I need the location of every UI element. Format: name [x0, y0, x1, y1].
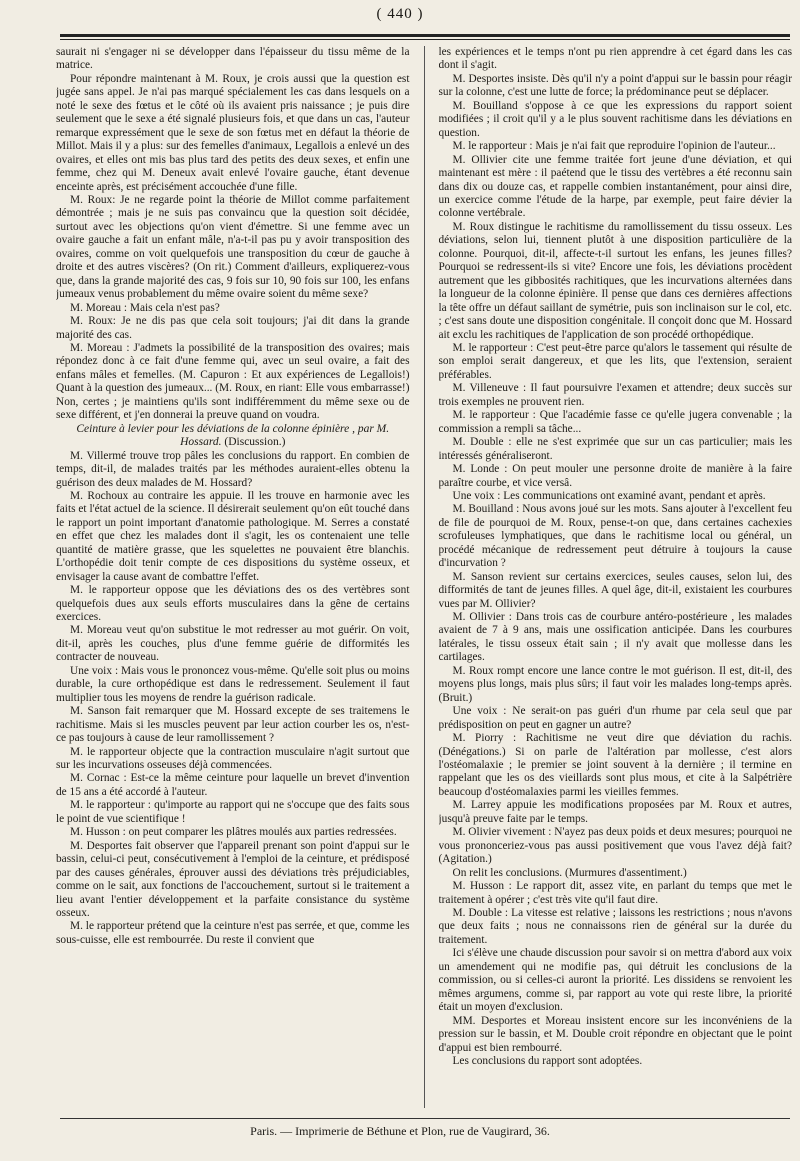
paragraph: MM. Desportes et Moreau insistent encore sur les inconvéniens de la pression sur le bassin, et M. Double croit répondre en objectant que le point d'appui est bien rembourré. — [438, 1014, 792, 1054]
column-divider — [424, 46, 425, 1108]
paragraph: Pour répondre maintenant à M. Roux, je crois aussi que la question est jugée sans appel. Je n'ai pas marqué spécialement les cas dans lesquels on a noté le sexe des fœtus et le côté où ils avaient pris naissance ; je puis dire seulement que le sexe a été signalé plusieurs fois, et que dans un cas, l'auteur remarque expressément que le sexe de son fœtus met en défaut la théorie de Millot. Mais il y a plus: sur des femelles d'animaux, Legallois a enlevé un des ovaires, et elles ont mis bas plus tard des petits des deux sexes, et enfin une femme, chez qui M. Deneux avait enlevé l'ovaire gauche, étant devenue enceinte après, est précisément accouchée d'une fille. — [56, 72, 410, 193]
paragraph: M. le rapporteur : C'est peut-être parce qu'alors le tassement qui résulte de son emploi serait dangereux, et que les lits, que l'extension, seraient préférables. — [438, 341, 792, 381]
paragraph: M. Roux rompt encore une lance contre le mot guérison. Il est, dit-il, des moyens plus longs, mais plus sûrs; il faut voir les malades long-temps après. (Bruit.) — [438, 664, 792, 704]
paragraph: M. Husson : Le rapport dit, assez vite, en parlant du temps que met le traitement à opérer ; c'est très vite qu'il faut dire. — [438, 880, 792, 906]
right-column — [439, 46, 793, 1108]
paragraph: M. le rapporteur objecte que la contraction musculaire n'agit surtout que sur les incurvations osseuses déjà commencées. — [56, 745, 410, 772]
paragraph: Une voix : Mais vous le prononcez vous-même. Qu'elle soit plus ou moins durable, la cure orthopédique est dans le redressement. Seulement il faut multiplier tous les moyens de rendre la guérison radicale. — [56, 664, 410, 704]
paragraph: M. Moreau veut qu'on substitue le mot redresser au mot guérir. On voit, dit-il, après les couches, plus d'une femme guérie de difformités les contracter de nouveau. — [56, 624, 410, 664]
paragraph: M. Double : La vitesse est relative ; laissons les restrictions ; nous n'avons que deux faits ; nous ne connaissons rien de général sur la durée du traitement. — [438, 907, 792, 946]
paragraph: M. Moreau : J'admets la possibilité de la transposition des ovaires; mais répondez donc à ce fait d'une femme qui, avec un seul ovaire, a fait des enfans mâles et femelles. (M. Capuron : Et aux expériences de Legallois!) Quant à la question des jumeaux... (M. Roux, en riant: Elle vous embarrasse!) Non, certes ; je maintiens qu'ils sont indifféremment du même sexe ou de sexe différent, et j'en donnerai la preuve quand on voudra. — [56, 341, 410, 422]
paragraph: M. Ollivier cite une femme traitée fort jeune d'une déviation, et qui maintenant est mère : il paétend que le tissu des vertèbres a été reconnu sain dans dix ou douze cas, et rappelle combien instantanément, pour ainsi dire, un exercice comme l'étude de la harpe, par exemple, peut faire dévier la colonne vertébrale. — [438, 153, 792, 220]
text-columns — [56, 46, 792, 1108]
paragraph: les expériences et le temps n'ont pu rien apprendre à cet égard dans les cas dont il s'agit. — [438, 46, 792, 72]
paragraph: M. Londe : On peut mouler une personne droite de manière à la faire paraître courbe, et vice versâ. — [438, 463, 792, 489]
paragraph: M. le rapporteur : Que l'académie fasse ce qu'elle jugera convenable ; la commission a rempli sa tâche... — [438, 409, 792, 435]
paragraph: M. Ollivier : Dans trois cas de courbure antéro-postérieure , les malades avaient de 7 à 9 ans, mais une ossification anticipée. Dans les courbures latérales, le tissu osseux était sain ; il n'y avait que mollesse dans les cartilages. — [438, 611, 792, 664]
paragraph: M. Olivier vivement : N'ayez pas deux poids et deux mesures; pourquoi ne vous prononceriez-vous pas aussi positivement que vous l'avez déjà fait? (Agitation.) — [438, 826, 792, 866]
paragraph: Une voix : Ne serait-on pas guéri d'un rhume par cela seul que par prédisposition on peut en gagner un autre? — [438, 705, 792, 731]
paragraph: M. le rapporteur oppose que les déviations des os des vertèbres sont quelquefois dues aux seuls efforts musculaires dans la gêne de certains exercices. — [56, 584, 410, 624]
paragraph: Une voix : Les communications ont examiné avant, pendant et après. — [452, 489, 766, 502]
paragraph: Les conclusions du rapport sont adoptées. — [452, 1054, 643, 1067]
paragraph: M. le rapporteur : qu'importe au rapport qui ne s'occupe que des faits sous le point de vue scientifique ! — [56, 799, 410, 825]
paragraph: M. Moreau : Mais cela n'est pas? — [70, 301, 220, 314]
page-number: ( 440 ) — [376, 6, 424, 22]
section-heading — [56, 423, 410, 450]
paragraph: M. Roux: Je ne regarde point la théorie de Millot comme parfaitement démontrée ; mais je ne suis pas convaincu que la question soit décidée, surtout avec les objections qu'on vient d'émettre. Si une femme avec un ovaire gauche a fait un enfant mâle, n'a-t-il pas pu y avoir transposition des ovaires, comme on voit quelquefois une transposition du cœur de gauche à droite et des autres viscères? (On rit.) Comment d'ailleurs, expliquerez-vous que, dans la grande majorité des cas, 9 fois sur 10, 90 fois sur 100, les enfans jumeaux venus probablement du même ovaire soient du même sexe? — [56, 193, 410, 301]
paragraph: M. Bouilland s'oppose à ce que les expressions du rapport soient modifiées ; il croit qu'il y a le plus souvent rachitisme dans les déviations en question. — [438, 99, 792, 139]
paragraph: M. Cornac : Est-ce la même ceinture pour laquelle un brevet d'invention de 15 ans a été accordé à l'auteur. — [56, 772, 410, 798]
paragraph: saurait ni s'engager ni se développer dans l'épaisseur du tissu même de la matrice. — [56, 46, 410, 72]
paragraph: M. Desportes fait observer que l'appareil prenant son point d'appui sur le bassin, celui-ci peut, consécutivement à l'emploi de la ceinture, et prédisposé par des causes générales, éprouver aussi des déviations très préjudiciables, comme on le sait, aux fonctions de l'accouchement, surtout si le traitement a lieu avant l'entier développement et la parfaite consistance du système osseux. — [56, 839, 410, 919]
left-column — [56, 46, 410, 1108]
paragraph: M. Rochoux au contraire les appuie. Il les trouve en harmonie avec les faits et l'état actuel de la science. Il désirerait seulement qu'on eût touché dans le rapport un point important d'anatomie pathologique. M. Serres a constaté en effet que chez les malades dont il s'agit, les os contenaient une telle quantité de matière grasse, que les squelettes ne pouvaient être blanchis. L'orthopédie doit tenir compte de ces dispositions du système osseux, et envisager la cause avant de combattre l'effet. — [56, 489, 410, 583]
paragraph: M. Sanson fait remarquer que M. Hossard excepte de ses traitemens le rachitisme. Mais si les muscles peuvent par leur action courber les os, n'est-ce pas toujours à cause de leur ramollissement ? — [56, 705, 410, 745]
section-heading-title: Ceinture à levier pour les déviations de la colonne épinière , par M. Hossard. — [76, 422, 390, 449]
paragraph: M. Villeneuve : Il faut poursuivre l'examen et attendre; deux succès sur trois exemples ne prouvent rien. — [438, 382, 792, 408]
printer-imprint: Paris. — Imprimerie de Béthune et Plon, rue de Vaugirard, 36. — [250, 1124, 550, 1138]
paragraph: M. Larrey appuie les modifications proposées par M. Roux et autres, jusqu'à preuve faite par le temps. — [438, 799, 792, 825]
section-heading-note: (Discussion.) — [221, 436, 286, 449]
paragraph: M. le rapporteur : Mais je n'ai fait que reproduire l'opinion de l'auteur... — [452, 140, 776, 153]
paragraph: On relit les conclusions. (Murmures d'assentiment.) — [452, 866, 687, 879]
paragraph: M. Double : elle ne s'est exprimée que sur un cas particulier; mais les intéressés généraliseront. — [438, 436, 792, 462]
paragraph: M. Roux: Je ne dis pas que cela soit toujours; j'ai dit dans la grande majorité des cas. — [56, 315, 410, 341]
header-rule — [60, 34, 790, 40]
paragraph: M. Roux distingue le rachitisme du ramollissement du tissu osseux. Les déviations, selon lui, tiennent plutôt à une disposition particulière de la colonne. Pourquoi, dit-il, affecte-t-il surtout les enfans, les jeunes filles? Pourquoi se redressent-ils si vite? Encore une fois, les déviations procèdent autrement que les gibbosités rachitiques, que les incurvations alternées dans la longueur de la colonne épinière. Il pense que dans ces dernières affections la tête offre un défaut saillant de symétrie, puis son inclinaison sur le col, etc. ; c'est sans doute une disposition congénitale. Il conçoit donc que M. Hossard ait exclu les rachitiques de l'application de son procédé orthopédique. — [438, 220, 792, 341]
footer-rule — [60, 1118, 790, 1119]
paragraph: M. Villermé trouve trop pâles les conclusions du rapport. En combien de temps, dit-il, de malades traités par les méthodes auraient-elles obtenu la guérison des deux malades de M. Hossard? — [56, 449, 410, 489]
paragraph: M. Husson : on peut comparer les plâtres moulés aux parties redressées. — [70, 826, 397, 839]
paragraph: M. Desportes insiste. Dès qu'il n'y a point d'appui sur le bassin pour réagir sur la colonne, c'est une lutte de force; la prédominance peut se déplacer. — [438, 72, 792, 99]
paragraph: Ici s'élève une chaude discussion pour savoir si on mettra d'abord aux voix un amendement qui ne modifie pas, qui détruit les conclusions de la commission, ou si celles-ci auront la priorité. Les dissidens se renvoient les mêmes argumens, comme si, par rapport au vote qui reste libre, la priorité était un moyen d'exclusion. — [438, 947, 792, 1014]
paragraph: M. Bouilland : Nous avons joué sur les mots. Sans ajouter à l'excellent feu de file de pourquoi de M. Roux, pense-t-on que, dans certaines cachexies scrofuleuses lymphatiques, que dans le rachitisme local ou général, un procédé mécanique de redressement peut détruire à toujours la cause d'incurvation ? — [438, 503, 792, 570]
paragraph: M. Sanson revient sur certains exercices, seules causes, selon lui, des difformités de tant de jeunes filles. A quel âge, dit-il, existaient les courbures vues par M. Ollivier? — [438, 570, 792, 610]
paragraph: M. le rapporteur prétend que la ceinture n'est pas serrée, et que, comme les sous-cuisse, elle est rembourrée. Du reste il convient que — [56, 920, 410, 946]
paragraph: M. Piorry : Rachitisme ne veut dire que déviation du rachis. (Dénégations.) Si on parle de l'altération par mollesse, c'est alors l'ostéomalaxie ; le premier se joint souvent à la dernière ; il termine en rappelant que les os des vieillards sont plus mous, et cite à la Salpétrière beaucoup d'ostéomalaxies parmi les vieilles femmes. — [438, 732, 792, 798]
